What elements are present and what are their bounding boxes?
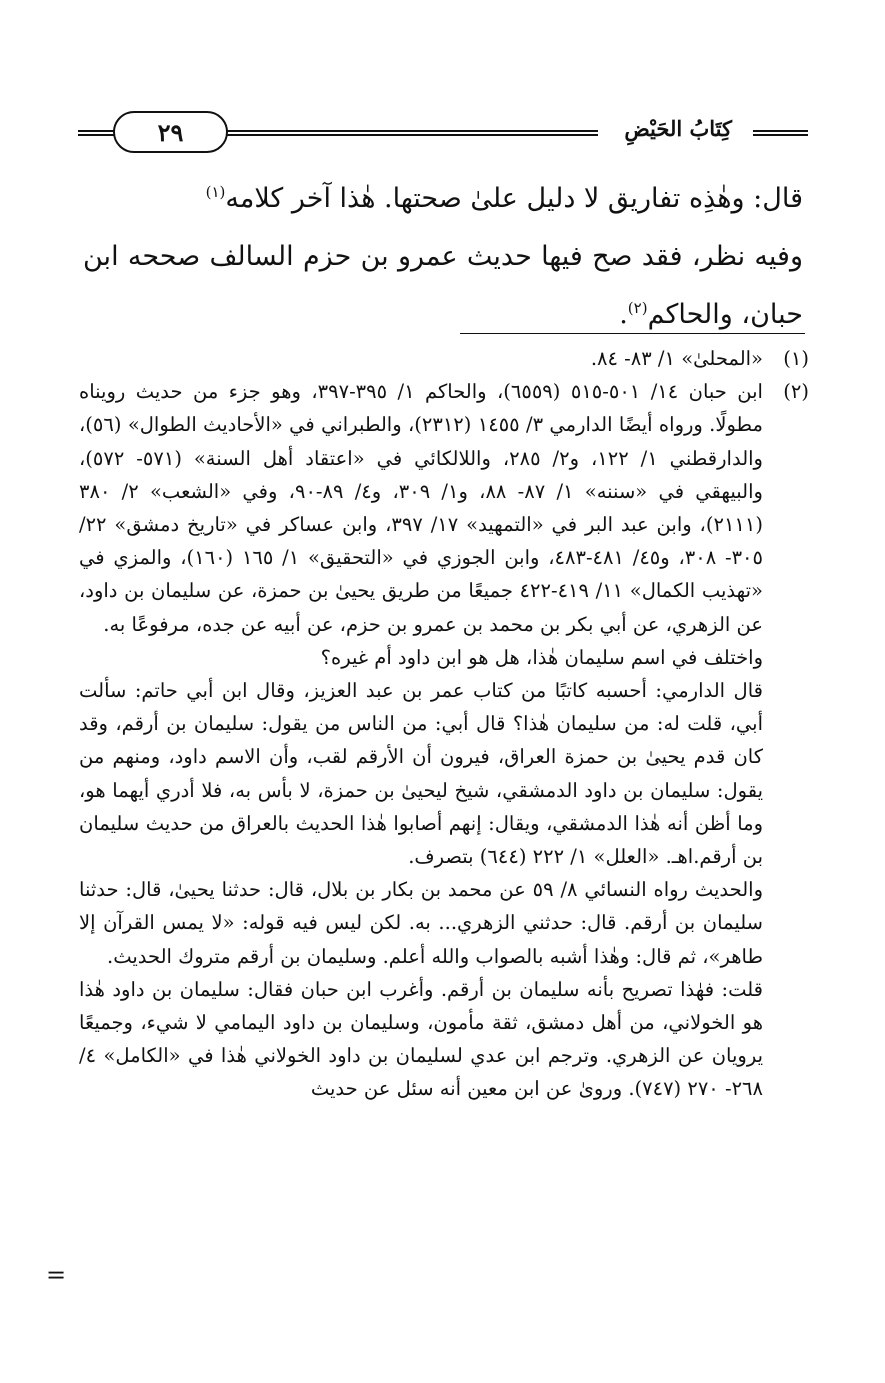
footnote-1-text: «المحلىٰ» ١/ ٨٣- ٨٤. <box>590 347 763 370</box>
footnote-2-paragraph: قلت: فهٰذا تصريح بأنه سليمان بن أرقم. وأغرب ابن حبان فقال: سليمان بن داود هٰذا هو الخولاني، من أهل دمشق، ثقة مأمون، وسليمان بن داود اليمامي لا شيء، وجميعًا يرويان عن الزهري. وترجم ابن عدي لسليمان بن داود الخولاني هٰذا في «الكامل» ٤/ ٢٦٨- ٢٧٠ (٧٤٧). وروىٰ عن ابن معين أنه سئل عن حديث <box>79 977 763 1101</box>
footnote-2-paragraph: ابن حبان ١٤/ ٥٠١-٥١٥ (٦٥٥٩)، والحاكم ١/ ٣٩٥-٣٩٧، وهو جزء من حديث رويناه مطولًا. ورواه أيضًا الدارمي ٣/ ١٤٥٥ (٢٣١٢)، والطبراني في «الأحاديث الطوال» (٥٦)، والدارقطني ١/ ١٢٢، و٢/ ٢٨٥، واللالكائي في «اعتقاد أهل السنة» (٥٧١- ٥٧٢)، والبيهقي في «سننه» ١/ ٨٧- ٨٨، و١/ ٣٠٩، و٤/ ٨٩-٩٠، وفي «الشعب» ٢/ ٣٨٠ (٢١١١)، وابن عبد البر في «التمهيد» ١٧/ ٣٩٧، وابن عساكر في «تاريخ دمشق» ٢٢/ ٣٠٥- ٣٠٨، و٤٥/ ٤٨١-٤٨٣، وابن الجوزي في «التحقيق» ١/ ١٦٥ (١٦٠)، والمزي في «تهذيب الكمال» ١١/ ٤١٩-٤٢٢ جميعًا من طريق يحيىٰ بن حمزة، عن سليمان بن داود، عن الزهري، عن أبي بكر بن محمد بن عمرو بن حزم، عن أبيه عن جده، مرفوعًا به. <box>79 380 763 636</box>
page-header <box>78 108 808 158</box>
page-number: ٢٩ <box>113 111 228 153</box>
continuation-mark: = <box>46 1261 67 1289</box>
footnote-2-paragraph: واختلف في اسم سليمان هٰذا، هل هو ابن داود أم غيره؟ <box>320 645 763 669</box>
footnote-2-body <box>79 375 763 1105</box>
header-rule-right <box>753 130 808 136</box>
main-paragraph-2-text: وفيه نظر، فقد صح فيها حديث عمرو بن حزم السالف صححه ابن حبان، والحاكم <box>83 241 803 330</box>
footnote-2-number: (٢) <box>783 380 809 404</box>
footnote-divider <box>460 333 805 334</box>
footnote-2 <box>79 375 809 1105</box>
footnote-2-paragraph: والحديث رواه النسائي ٨/ ٥٩ عن محمد بن بكار بن بلال، قال: حدثنا يحيىٰ، قال: حدثنا سليمان بن أرقم. قال: حدثني الزهري... به. لكن ليس فيه قوله: «لا يمس القرآن إلا طاهر»، ثم قال: وهٰذا أشبه بالصواب والله أعلم. وسليمان بن أرقم متروك الحديث. <box>79 878 763 968</box>
footnote-1-number: (١) <box>783 347 809 370</box>
footnote-1 <box>79 342 809 375</box>
footnotes <box>79 342 809 1106</box>
main-paragraph-1 <box>83 170 803 228</box>
main-paragraph-2 <box>83 228 803 344</box>
footnote-ref-2: (٢) <box>627 299 648 317</box>
footnote-ref-1: (١) <box>205 183 226 201</box>
main-paragraph-1-text: قال: وهٰذِه تفاريق لا دليل علىٰ صحتها. هٰذا آخر كلامه <box>225 183 803 214</box>
main-text <box>83 170 803 344</box>
footnote-2-paragraph: قال الدارمي: أحسبه كاتبًا من كتاب عمر بن عبد العزيز، وقال ابن أبي حاتم: سألت أبي، قلت له: من سليمان هٰذا؟ قال أبي: من الناس من يقول: سليمان بن أرقم، وقد كان قدم يحيىٰ بن حمزة العراق، فيرون أن الأرقم لقب، وأن الاسم داود، ومنهم من يقول: سليمان بن داود الدمشقي، شيخ ليحيىٰ بن حمزة، لا بأس به، فلا أدري أيهما هو، وما أظن أنه هٰذا الدمشقي، ويقال: إنهم أصابوا هٰذا الحديث بالعراق من حديث سليمان بن أرقم.اهـ. «العلل» ١/ ٢٢٢ (٦٤٤) بتصرف. <box>79 679 763 869</box>
header-title: كِتَابُ الحَيْضِ <box>616 116 740 141</box>
main-paragraph-2-end: . <box>619 299 628 330</box>
